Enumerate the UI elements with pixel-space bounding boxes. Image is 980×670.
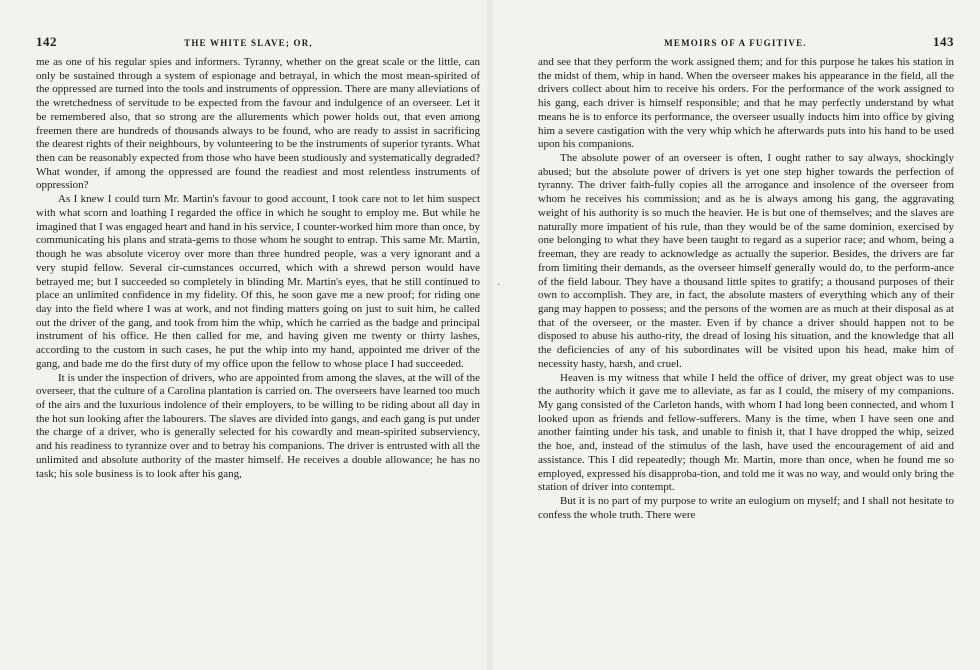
right-paragraph-2: The absolute power of an overseer is often, I ought rather to say always, shockingly abused; but the absolute power of drivers is yet one step higher towards the perfection of tyranny. The driver faith-fully copies all the arrogance and insolence of the overseer from whom he receives his commission; and as he is always among his gang, the aggravating weight of his authority is so much the heavier. He is but one of themselves; and the slaves are naturally more impatient of his rule, than they would be of the same dominion, exercised by one belonging to what they have been taught to regard as a superior race; and whom, being a freeman, they are ready to acknowledge as actually the superior. Besides, the drivers are far from limiting their demands, as the overseer himself generally would do, to the perform-ance of the field labour. They have a thousand little spites to gratify; a thousand purposes of their own to accomplish. They are, in fact, the absolute masters of everything which any of their gang may happen to possess; and the persons of the women are as much at their disposal as at that of the overseer, or the master. Even if by chance a driver should happen not to be disposed to abuse his autho-rity, the dread of losing his situation, and the knowledge that all the deficiencies of any of his subordinates will be visited upon his head, make him of necessity hasty, harsh, and cruel. — [538, 152, 954, 370]
right-running-title: MEMOIRS OF A FUGITIVE. — [664, 38, 807, 48]
left-paragraph-3: It is under the inspection of drivers, who are appointed from among the slaves, at the will of the overseer, that the culture of a Carolina plantation is carried on. The overseers have learned too much of the airs and the luxurious indolence of their employers, to be willing to be riding about all day in the hot sun looking after the labourers. The slaves are divided into gangs, and each gang is put under the charge of a driver, who is generally selected for his cowardly and mean-spirited subserviency, and his readiness to tyrannize over and to betray his companions. The driver is entrusted with all the unlimited and absolute authority of the master himself. He receives a double allowance; he has no task; his sole business is to look after his gang, — [36, 371, 480, 480]
right-page — [490, 0, 980, 670]
left-running-title: THE WHITE SLAVE; OR, — [184, 38, 313, 48]
gutter-mark: · — [497, 280, 501, 291]
left-running-head — [36, 34, 480, 56]
left-body-text — [36, 56, 480, 481]
right-page-number: 143 — [933, 34, 954, 49]
right-body-text — [538, 56, 954, 522]
left-paragraph-1: me as one of his regular spies and informers. Tyranny, whether on the great scale or the little, can only be sustained through a system of espionage and betrayal, in which the most mean-spirited of the oppressed are turned into the tools and instruments of oppression. There are many alleviations of the wretchedness of servitude to be expected from the favour and indulgence of an overseer. Let it be remembered also, that so strong are the allurements which power holds out, that even among freemen there are hundreds of thousands always to be found, who are ready to assist in sacrificing the dearest rights of their neighbours, by volunteering to be the instruments of superior tyrants. What then can be reasonably expected from those who have been studiously and systematically degraded? What wonder, if among the oppressed are found the readiest and most relentless instruments of oppression? — [36, 56, 480, 192]
right-running-head — [538, 34, 954, 56]
right-paragraph-1: and see that they perform the work assigned them; and for this purpose he takes his station in the midst of them, whip in hand. When the overseer makes his appearance in the field, all the drivers collect about him to receive his orders. For the performance of the work assigned to his gang, each driver is himself responsible; and that he may perfectly understand by what means he is to enforce its performance, the overseer usually inducts him into office by giving him a severe castigation with the very whip which he afterwards puts into his hand to be used upon his companions. — [538, 56, 954, 151]
left-paragraph-2: As I knew I could turn Mr. Martin's favour to good account, I took care not to let him suspect with what scorn and loathing I regarded the office in which he sought to employ me. But while he imagined that I was engaged heart and hand in his service, I counter-worked him more than once, by communicating his plans and strata-gems to those whom he sought to entrap. This same Mr. Martin, though he was absolute viceroy over more than three hundred people, was a very ignorant and a very stupid fellow. Several cir-cumstances occurred, which with a shrewd person would have betrayed me; but I succeeded so completely in blinding Mr. Martin's eyes, that he still continued to place an unlimited confidence in my fidelity. Of this, he soon gave me a new proof; for riding one day into the field where I was at work, and not finding matters going on just to suit him, he called out the driver of the gang, and took from him the whip, which he carried as the badge and principal instrument of his office. He then called for me, and having given me twenty or thirty lashes, according to the custom in such cases, he put the whip into my hand, appointed me driver of the gang, and bade me do the first duty of my office upon the fellow to whose place I had succeeded. — [36, 193, 480, 370]
left-page-number: 142 — [36, 34, 57, 49]
right-paragraph-3: Heaven is my witness that while I held the office of driver, my great object was to use the authority which it gave me to alleviate, as far as I could, the misery of my companions. My gang consisted of the Carleton hands, with whom I had long been connected, and whom I looked upon as friends and fellow-sufferers. Many is the time, when I have seen one and another fainting under his task, and unable to finish it, that I have dropped the whip, seized the hoe, and, instead of the stimulus of the lash, have used the encouragement of aid and assistance. This I did repeatedly; though Mr. Martin, more than once, when he found me so employed, expressed his disapproba-tion, and told me it was no way, and would only bring the station of driver into contempt. — [538, 371, 954, 494]
right-paragraph-4: But it is no part of my purpose to write an eulogium on myself; and I shall not hesitate to confess the whole truth. There were — [538, 495, 954, 521]
